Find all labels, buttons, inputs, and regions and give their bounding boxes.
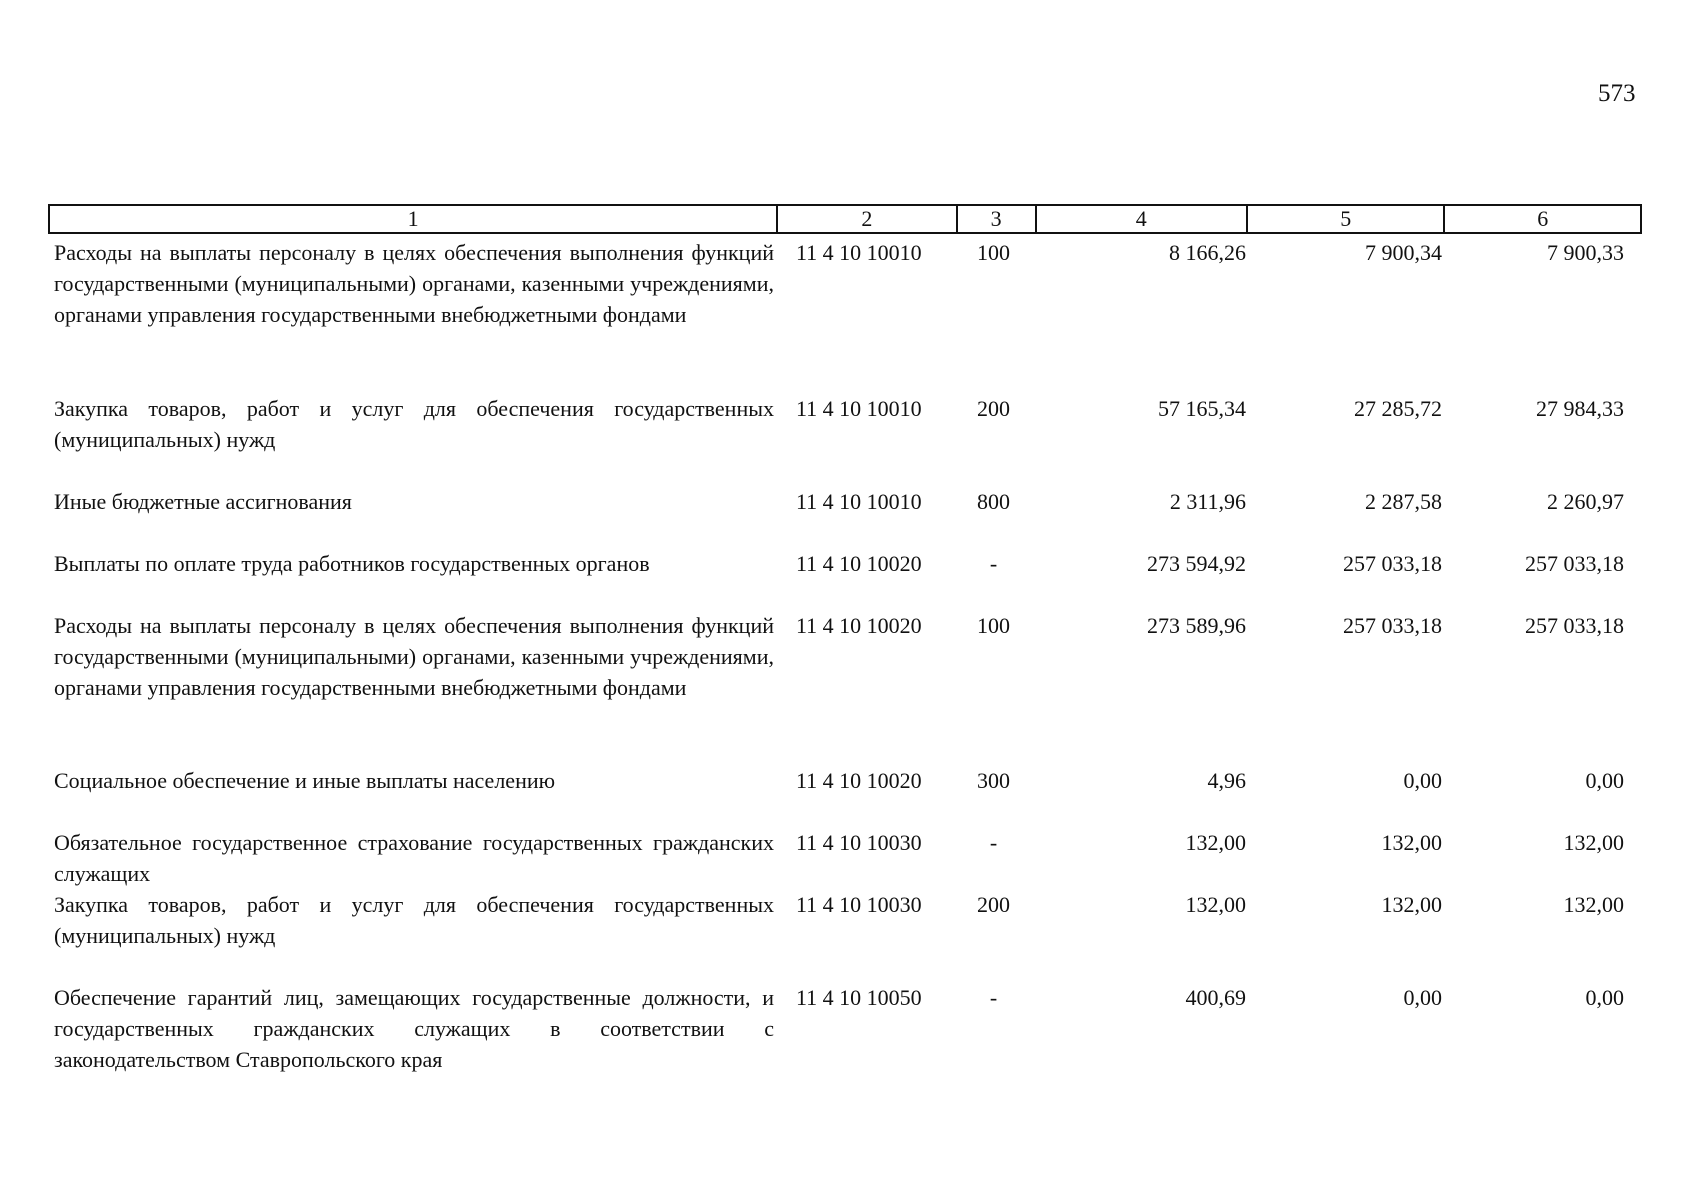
row-type: 800: [977, 489, 1010, 514]
row-name: Закупка товаров, работ и услуг для обеспечения государственных (муниципальных) нужд: [54, 396, 774, 452]
row-value-6: 0,00: [1585, 985, 1624, 1010]
row-code: 11 4 10 10010: [796, 489, 922, 514]
row-value-4: 132,00: [1185, 892, 1246, 917]
row-name: Выплаты по оплате труда работников государственных органов: [54, 551, 650, 576]
row-code: 11 4 10 10010: [796, 240, 922, 265]
row-value-6: 257 033,18: [1525, 551, 1624, 576]
header-col-2: 2: [776, 206, 956, 232]
row-type: -: [989, 985, 998, 1010]
row-value-4: 8 166,26: [1169, 240, 1246, 265]
row-value-4: 4,96: [1207, 768, 1246, 793]
row-code: 11 4 10 10020: [796, 551, 922, 576]
row-type: -: [989, 830, 998, 855]
row-value-6: 7 900,33: [1547, 240, 1624, 265]
row-name: Иные бюджетные ассигнования: [54, 489, 352, 514]
row-value-4: 57 165,34: [1158, 396, 1246, 421]
row-name: Расходы на выплаты персоналу в целях обеспечения выполнения функций государственными (муниципальными) органами, казенными учреждениями, органами управления государственными внебюджетными фондами: [54, 613, 774, 700]
row-value-6: 2 260,97: [1547, 489, 1624, 514]
row-value-5: 257 033,18: [1343, 551, 1442, 576]
row-value-5: 2 287,58: [1365, 489, 1442, 514]
row-code: 11 4 10 10010: [796, 396, 922, 421]
row-value-5: 257 033,18: [1343, 613, 1442, 638]
row-value-4: 273 594,92: [1147, 551, 1246, 576]
row-value-4: 132,00: [1185, 830, 1246, 855]
row-value-5: 7 900,34: [1365, 240, 1442, 265]
row-value-4: 400,69: [1185, 985, 1246, 1010]
header-col-6: 6: [1443, 206, 1640, 232]
row-value-5: 0,00: [1403, 985, 1442, 1010]
row-name: Обязательное государственное страхование государственных гражданских служащих: [54, 830, 774, 886]
row-type: 300: [977, 768, 1010, 793]
row-type: 100: [977, 240, 1010, 265]
row-value-6: 27 984,33: [1536, 396, 1624, 421]
row-value-4: 273 589,96: [1147, 613, 1246, 638]
row-type: 200: [977, 892, 1010, 917]
row-value-5: 132,00: [1381, 892, 1442, 917]
row-name: Расходы на выплаты персоналу в целях обеспечения выполнения функций государственными (муниципальными) органами, казенными учреждениями, органами управления государственными внебюджетными фондами: [54, 240, 774, 327]
row-value-6: 257 033,18: [1525, 613, 1624, 638]
header-col-1: 1: [407, 206, 419, 231]
header-col-5: 5: [1246, 206, 1444, 232]
header-col-3: 3: [956, 206, 1035, 232]
row-value-5: 132,00: [1381, 830, 1442, 855]
header-col-4: 4: [1035, 206, 1246, 232]
row-name: Закупка товаров, работ и услуг для обеспечения государственных (муниципальных) нужд: [54, 892, 774, 948]
row-value-4: 2 311,96: [1169, 489, 1246, 514]
row-type: 200: [977, 396, 1010, 421]
row-value-5: 0,00: [1403, 768, 1442, 793]
row-name: Социальное обеспечение и иные выплаты населению: [54, 768, 556, 793]
row-type: 100: [977, 613, 1010, 638]
page-number: 573: [1598, 80, 1636, 107]
row-type: -: [989, 551, 998, 576]
row-value-5: 27 285,72: [1354, 396, 1442, 421]
table-header: [48, 204, 1642, 234]
row-value-6: 132,00: [1563, 892, 1624, 917]
row-value-6: 0,00: [1585, 768, 1624, 793]
row-code: 11 4 10 10050: [796, 985, 922, 1010]
row-code: 11 4 10 10030: [796, 892, 922, 917]
row-code: 11 4 10 10030: [796, 830, 922, 855]
row-value-6: 132,00: [1563, 830, 1624, 855]
row-code: 11 4 10 10020: [796, 613, 922, 638]
row-code: 11 4 10 10020: [796, 768, 922, 793]
row-name: Обеспечение гарантий лиц, замещающих государственные должности, и государственных гражданских служащих в соответствии с законодательством Ставропольского края: [54, 985, 774, 1072]
